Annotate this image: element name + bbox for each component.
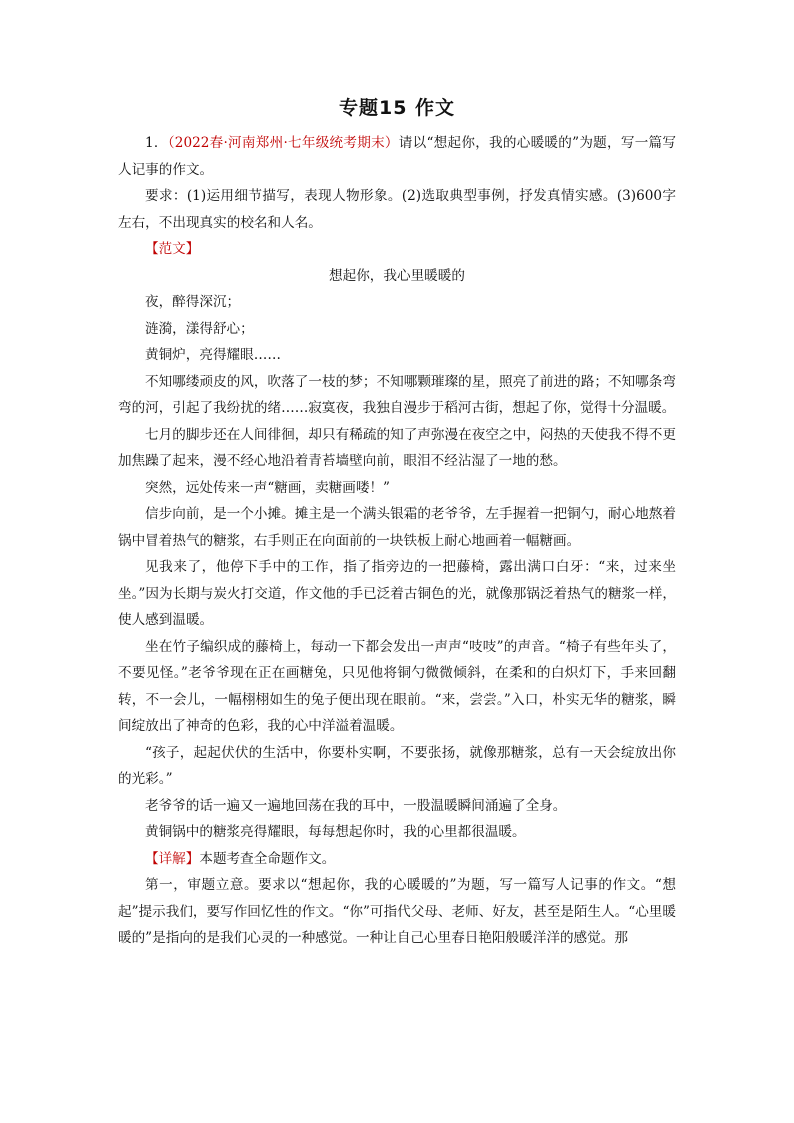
essay-paragraph: 信步向前，是一个小摊。摊主是一个满头银霜的老爷爷，左手握着一把铜勺，耐心地熬着锅中冒着热气的糖浆，右手则正在向面前的一块铁板上耐心地画着一幅糖画。 [118,506,676,549]
essay-paragraph: 夜，醉得深沉； [145,294,241,310]
sample-label-text: 【范文】 [145,241,200,257]
essay-paragraph: 坐在竹子编织成的藤椅上，每动一下都会发出一声声“吱吱”的声音。“椅子有些年头了，不要见怪。”老爷爷现在正在画糖兔，只见他将铜勺微微倾斜，在柔和的白炽灯下，手来回翻转，不一会儿，一幅栩栩如生的兔子便出现在眼前。“来，尝尝。”入口，朴实无华的糖浆，瞬间绽放出了神奇的色彩，我的心中洋溢着温暖。 [118,638,676,734]
sample-label [118,236,676,263]
question-number: 1． [145,135,168,151]
essay-paragraph: 老爷爷的话一遍又一遍地回荡在我的耳中，一股温暖瞬间涌遍了全身。 [145,797,567,814]
analysis-paragraph: 第一，审题立意。要求以“想起你，我的心暖暖的”为题，写一篇写人记事的作文。“想起”提示我们，要写作回忆性的作文。“你”可指代父母、老师、好友，甚至是陌生人。“心里暖暖的”是指向的是我们心灵的一种感觉。一种让自己心里春日艳阳般暖洋洋的感觉。那 [118,877,676,946]
question-source: （2022春·河南郑州·七年级统考期末） [167,135,399,151]
question-requirements: 要求：(1)运用细节描写，表现人物形象。(2)选取典型事例，抒发真情实感。(3)600字左右，不出现真实的校名和人名。 [118,188,676,231]
essay-paragraph: 不知哪缕顽皮的风，吹落了一枝的梦；不知哪颗璀璨的星，照亮了前进的路；不知哪条弯弯的河，引起了我纷扰的绪……寂寞夜，我独自漫步于稻河古街，想起了你，觉得十分温暖。 [118,373,676,416]
analysis-heading [118,846,676,873]
question-prompt: 请以“想起你，我的心暖暖的”为题，写一篇写人记事的作文。 [118,135,676,178]
analysis-label: 【详解】 [145,850,200,867]
essay-paragraph: 黄铜炉，亮得耀眼…… [145,347,281,363]
essay-paragraph: 突然，远处传来一声“糖画，卖糖画喽！” [145,479,390,496]
analysis-intro: 本题考查全命题作文。 [199,850,336,867]
essay-paragraph: “孩子，起起伏伏的生活中，你要朴实啊，不要张扬，就像那糖浆，总有一天会绽放出你的光彩。” [118,744,676,787]
page-title: 专题15 作文 [338,97,456,119]
question-paragraph [118,130,676,183]
essay-paragraph: 黄铜锅中的糖浆亮得耀眼，每每想起你时，我的心里都很温暖。 [145,824,526,840]
essay-paragraph: 七月的脚步还在人间徘徊，却只有稀疏的知了声弥漫在夜空之中，闷热的天使我不得不更加焦躁了起来，漫不经心地沿着青苔墙壁向前，眼泪不经沾湿了一地的愁。 [118,426,676,469]
essay-title: 想起你，我心里暖暖的 [329,267,465,284]
essay-paragraph: 涟漪，漾得舒心； [145,320,254,337]
essay-paragraph: 见我来了，他停下手中的工作，指了指旁边的一把藤椅，露出满口白牙：“来，过来坐坐。”因为长期与炭火打交道，作文他的手已泛着古铜色的光，就像那锅泛着热气的糖浆一样，使人感到温暖。 [118,559,676,628]
